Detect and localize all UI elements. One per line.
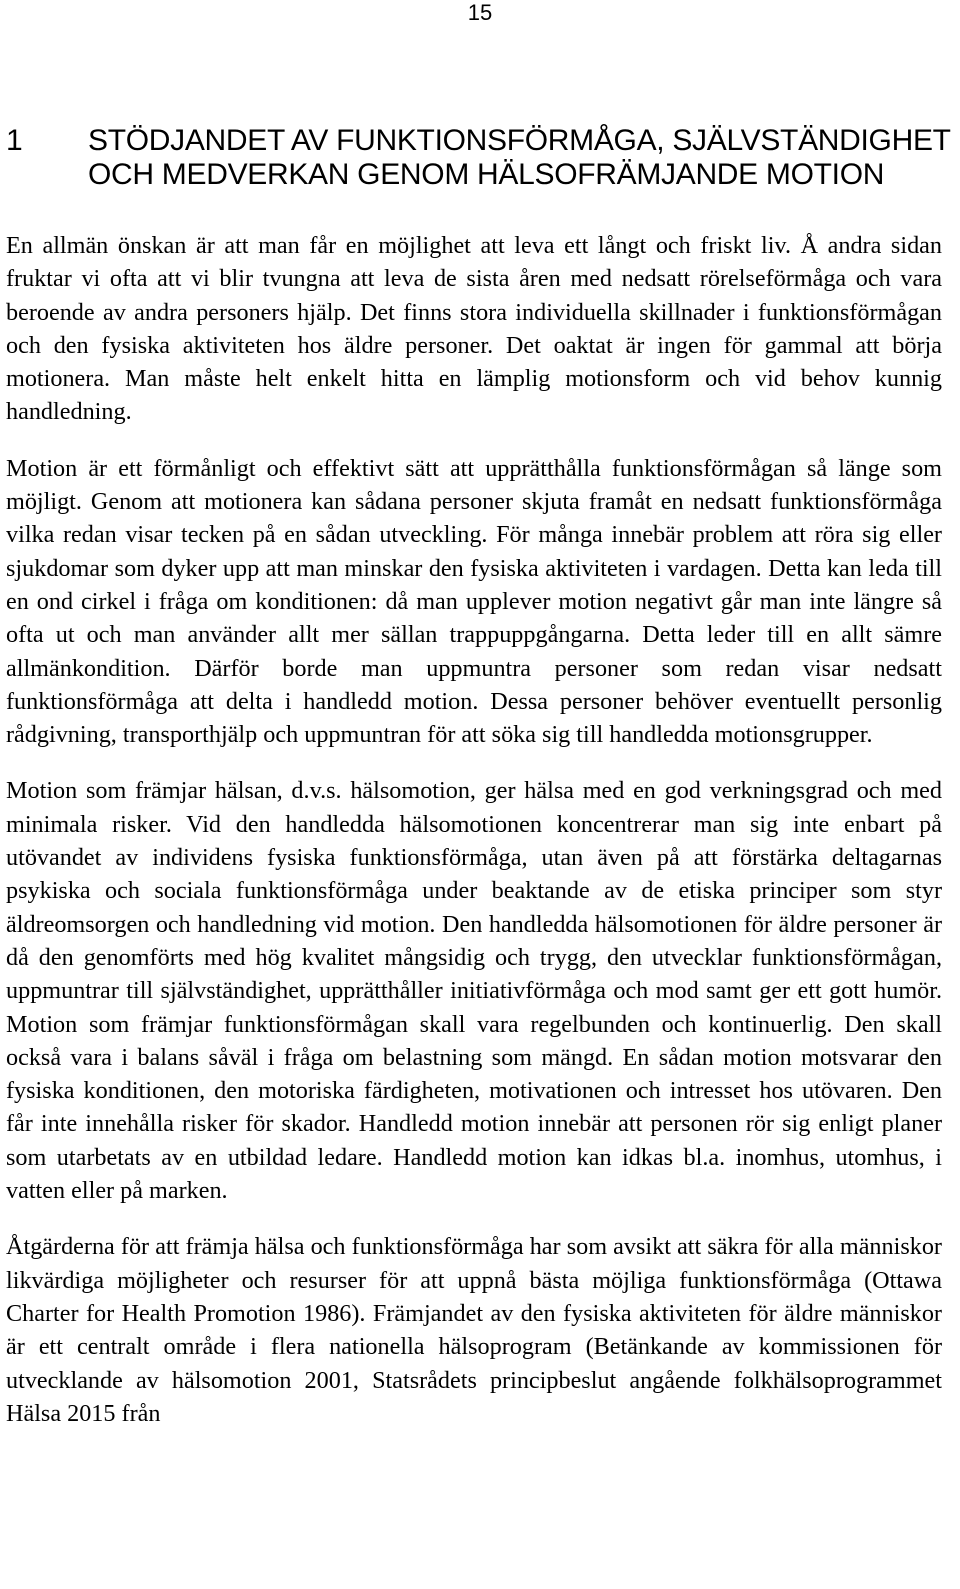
page-number: 15 [467,0,493,25]
paragraph-3: Motion som främjar hälsan, d.v.s. hälsomotion, ger hälsa med en god verkningsgrad och med minimala risker. Vid den handledda hälsomotionen koncentrerar man sig inte enbart på utövandet av individens fysiska funktionsförmåga, utan även på att förstärka deltagarnas psykiska och sociala funktionsförmåga under beaktande av de etiska principer som styr äldreomsorgen och handledning vid motion. Den handledda hälsomotionen för äldre personer är då den genomförts med hög kvalitet mångsidig och trygg, den utvecklar funktionsförmågan, uppmuntrar till självständighet, upprätthåller initiativförmåga och mod samt ger ett gott humör. Motion som främjar funktionsförmågan skall vara regelbunden och kontinuerlig. Den skall också vara i balans såväl i fråga om belastning som mängd. En sådan motion motsvarar den fysiska konditionen, den motoriska färdigheten, motivationen och intresset hos utövaren. Den får inte innehålla risker för skador. Handledd motion innebär att personen rör sig enligt planer som utarbetats av en utbildad ledare. Handledd motion kan idkas bl.a. inomhus, utomhus, i vatten eller på marken. [6,777,942,1205]
section-title: STÖDJANDET AV FUNKTIONSFÖRMÅGA, SJÄLVSTÄNDIGHET OCH MEDVERKAN GENOM HÄLSOFRÄMJANDE MOTION [88,124,951,191]
paragraph-2: Motion är ett förmånligt och effektivt sätt att upprätthålla funktionsförmågan så länge som möjligt. Genom att motionera kan sådana personer skjuta framåt en nedsatt funktionsförmåga vilka redan visar tecken på en sådan utveckling. För många innebär problem att röra sig eller sjukdomar som dyker upp att man minskar den fysiska aktiviteten i vardagen. Detta kan leda till en ond cirkel i fråga om konditionen: då man upplever motion negativt går man inte längre så ofta ut och man använder allt mer sällan trappuppgångarna. Detta leder till en allt sämre allmänkondition. Därför borde man uppmuntra personer som redan visar nedsatt funktionsförmåga att delta i handledd motion. Dessa personer behöver eventuellt personlig rådgivning, transporthjälp och uppmuntran för att söka sig till handledda motionsgrupper. [6,454,942,749]
body-text [6,229,942,1453]
section-number: 1 [6,124,23,157]
section-heading [6,124,956,192]
paragraph-1: En allmän önskan är att man får en möjlighet att leva ett långt och friskt liv. Å andra sidan fruktar vi ofta att vi blir tvungna att leva de sista åren med nedsatt rörelseförmåga och vara beroende av andra personers hjälp. Det finns stora individuella skillnader i funktionsförmågan och den fysiska aktiviteten hos äldre personer. Det oaktat är ingen för gammal att börja motionera. Man måste helt enkelt hitta en lämplig motionsform och vid behov kunnig handledning. [6,232,942,426]
paragraph-4: Åtgärderna för att främja hälsa och funktionsförmåga har som avsikt att säkra för alla människor likvärdiga möjligheter och resurser för att uppnå bästa möjliga funktionsförmåga (Ottawa Charter for Health Promotion 1986). Främjandet av den fysiska aktiviteten för äldre människor är ett centralt område i flera nationella hälsoprogram (Betänkande av kommissionen för utvecklande av hälsomotion 2001, Statsrådets principbeslut angående folkhälsoprogrammet Hälsa 2015 från [6,1233,942,1427]
